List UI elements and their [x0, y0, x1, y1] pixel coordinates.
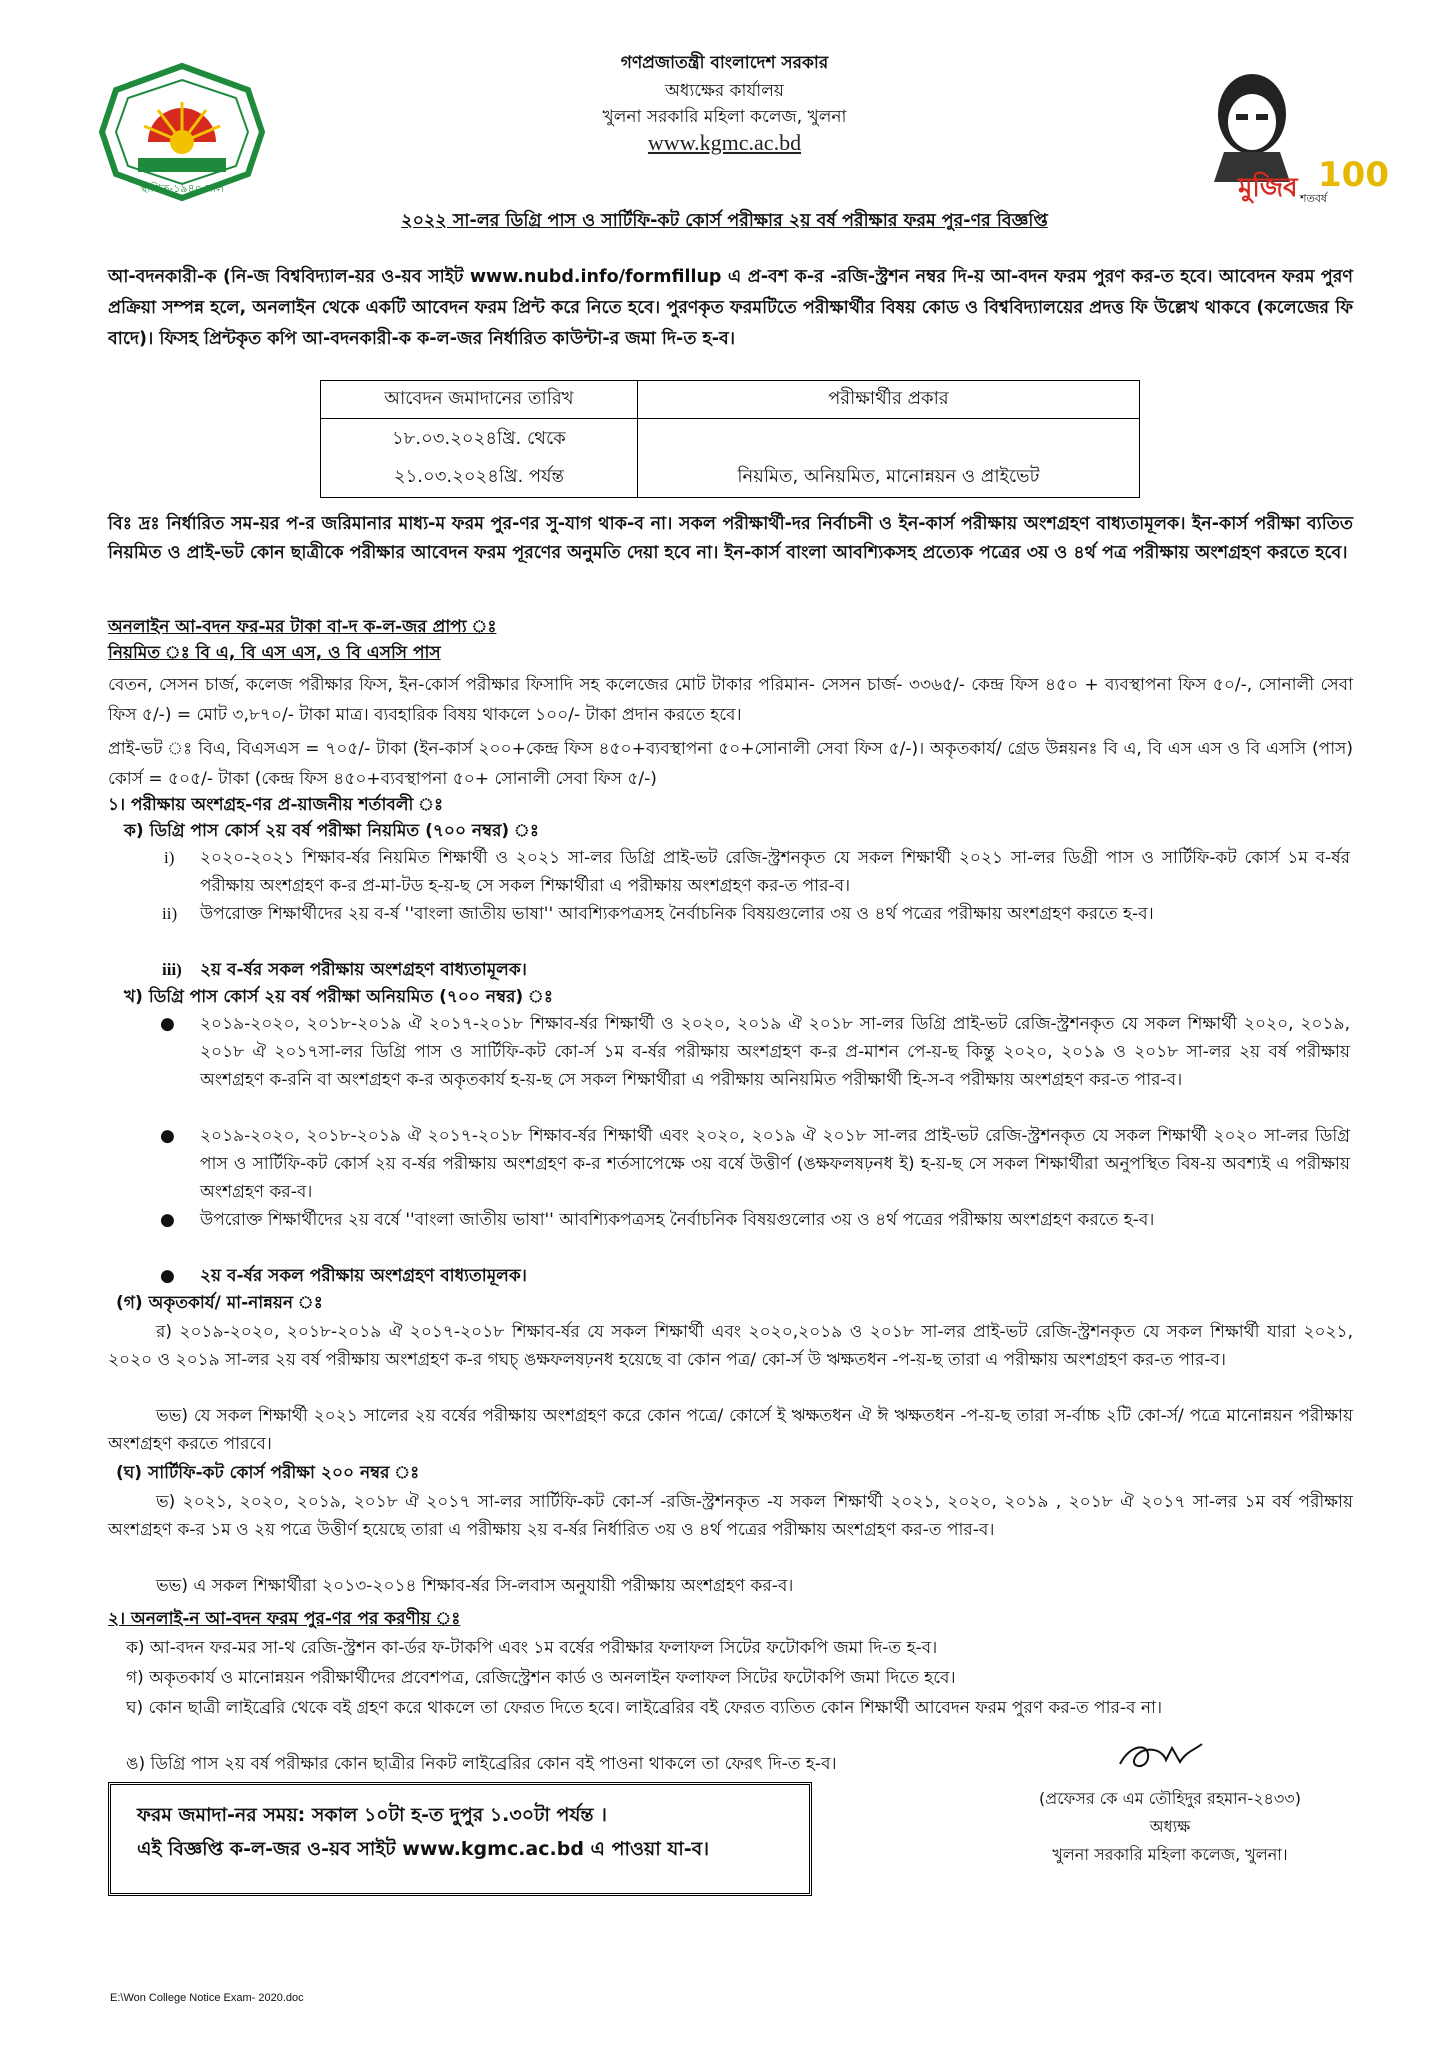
section1-ga-heading: (গ) অকৃতকার্য/ মা-নান্নয়ন ঃ — [116, 1293, 323, 1313]
svg-text:শতবর্ষ: শতবর্ষ — [1300, 192, 1327, 205]
list-number: i) — [164, 848, 175, 867]
intro-paragraph: আ-বদনকারী-ক (নি-জ বিশ্ববিদ্যাল-য়র ও-য়ব সাইট www.nubd.info/formfillup এ প্র-বশ ক-র -রজি-স্ট্রশন নম্বর দি-য় আ-বদন ফরম পুরণ কর-ত হবে। আবেদন ফরম পুরণ প্রক্রিয়া সম্পন্ন হলে, অনলাইন থেকে একটি আবেদন ফরম প্রিন্ট করে নিতে হবে। পুরণকৃত ফরমটিতে পরীক্ষার্থীর বিষয় কোড ও বিশ্ববিদ্যালয়ের প্রদত্ত ফি উল্লেখ থাকবে (কলেজের ফি বাদে)। ফিসহ প্রিন্টকৃত কপি আ-বদনকারী-ক ক-ল-জর নির্ধারিত কাউন্টা-র জমা দি-ত হ-ব। — [108, 267, 1353, 349]
private-fees: প্রাই-ভট ঃ বিএ, বিএসএস = ৭০৫/- টাকা (ইন-কার্স ২০০+কেন্দ্র ফিস ৪৫০+ব্যবস্থাপনা ৫০+সোনালী সেবা ফিস ৫/-)। অকৃতকার্য/ গ্রেড উন্নয়নঃ বি এ, বি এস এস ও বি এসসি (পাস) কোর্স = ৫০৫/- টাকা (কেন্দ্র ফিস ৪৫০+ব্যবস্থাপনা ৫০+ সোনালী সেবা ফিস ৫/-) — [108, 739, 1353, 789]
list-item: ঙ) ডিগ্রি পাস ২য় বর্ষ পরীক্ষার কোন ছাত্রীর নিকট লাইব্রেরির কোন বই পাওনা থাকলে তা ফেরৎ দি-ত হ-ব। — [126, 1754, 837, 1774]
list-item: ক) আ-বদন ফর-মর সা-থ রেজি-স্ট্রশন কা-র্ডর ফ-টাকপি এবং ১ম বর্ষের পরীক্ষার ফলাফল সিটের ফটোকপি জমা দি-ত হ-ব। — [126, 1638, 938, 1658]
govt-name: গণপ্রজাতন্ত্রী বাংলাদেশ সরকার — [620, 53, 829, 73]
section2-heading: ২। অনলাই-ন আ-বদন ফরম পুর-ণর পর করণীয় ঃ — [108, 1609, 461, 1629]
submission-time-box — [108, 1782, 812, 1896]
bullet-icon: ● — [160, 1210, 175, 1230]
date-table — [320, 380, 1140, 498]
table-header-type: পরীক্ষার্থীর প্রকার — [637, 381, 1139, 419]
fees-heading: অনলাইন আ-বদন ফর-মর টাকা বা-দ ক-ল-জর প্রাপ্য ঃ — [108, 617, 497, 637]
list-item: উপরোক্ত শিক্ষার্থীদের ২য় বর্ষে ''বাংলা জাতীয় ভাষা'' আবশ্যিকপত্রসহ নৈর্বাচনিক বিষয়গুলোর ৩য় ও ৪র্থ পত্রের পরীক্ষায় অংশগ্রহণ করতে হ-ব। — [200, 1210, 1155, 1230]
svg-text:মুজিব: মুজিব — [1238, 173, 1298, 203]
office-name: অধ্যক্ষের কার্যালয় — [665, 81, 784, 101]
list-item: র) ২০১৯-২০২০, ২০১৮-২০১৯ ঐ ২০১৭-২০১৮ শিক্ষাব-র্ষর যে সকল শিক্ষার্থী এবং ২০২০,২০১৯ ও ২০১৮ সা-লর প্রাই-ভট রেজি-স্ট্রশনকৃত যে সকল শিক্ষার্থী যারা ২০২১, ২০২০ ও ২০১৯ সা-লর ২য় বর্ষ পরীক্ষায় অংশগ্রহণ ক-র গঘচ্ ঙক্ষফলষঢ়নধ হয়েছে বা কোন পত্র/ কো-র্স উ ঋক্ষতধন -প-য়-ছ তারা এ পরীক্ষায় অংশগ্রহণ কর-ত পার-ব। — [108, 1322, 1353, 1370]
list-number: ii) — [162, 904, 178, 923]
bullet-icon: ● — [160, 1266, 175, 1286]
table-cell-types: নিয়মিত, অনিয়মিত, মানোন্নয়ন ও প্রাইভেট — [637, 419, 1139, 498]
list-item: ভ) ২০২১, ২০২০, ২০১৯, ২০১৮ ঐ ২০১৭ সা-লর সার্টিফি-কট কো-র্স -রজি-স্ট্রশনকৃত -য সকল শিক্ষার্থী ২০২১, ২০২০, ২০১৯ , ২০১৮ ঐ ২০১৭ সা-লর ১ম বর্ষ পরীক্ষায় অংশগ্রহণ ক-র ১ম ও ২য় পত্রে উত্তীর্ণ হয়েছে তারা এ পরীক্ষায় ২য় ব-র্ষর নির্ধারিত ৩য় ও ৪র্থ পত্রের পরীক্ষায় অংশগ্রহণ কর-ত পার-ব। — [108, 1492, 1353, 1540]
box-line-1: ফরম জমাদা-নর সময়: সকাল ১০টা হ-ত দুপুর ১.৩০টা পর্যন্ত । — [137, 1804, 607, 1826]
signatory-designation: অধ্যক্ষ — [1149, 1817, 1191, 1836]
section1-heading: ১। পরীক্ষায় অংশগ্রহ-ণর প্র-য়াজনীয় শর্তাবলী ঃ — [108, 795, 444, 815]
svg-text:স্থাপিত-১৯৪০ সাল: স্থাপিত-১৯৪০ সাল — [139, 182, 225, 195]
signatory-college: খুলনা সরকারি মহিলা কলেজ, খুলনা। — [1052, 1845, 1288, 1864]
bullet-icon: ● — [160, 1126, 175, 1146]
section1-ka-heading: ক) ডিগ্রি পাস কোর্স ২য় বর্ষ পরীক্ষা নিয়মিত (৭০০ নম্বর) ঃ — [124, 821, 539, 841]
list-item: ঘ) কোন ছাত্রী লাইব্রেরি থেকে বই গ্রহণ করে থাকলে তা ফেরত দিতে হবে। লাইব্রেরির বই ফেরত ব্যতিত কোন শিক্ষার্থী আবেদন ফরম পুরণ কর-ত পার-ব না। — [126, 1698, 1163, 1718]
list-item: ভভ) যে সকল শিক্ষার্থী ২০২১ সালের ২য় বর্ষের পরীক্ষায় অংশগ্রহণ করে কোন পত্রে/ কোর্সে ই ঋক্ষতধন ঐ ঈ ঋক্ষতধন -প-য়-ছ তারা স-র্বাচ্চ ২টি কো-র্স/ পত্রে মানোন্নয়ন পরীক্ষায় অংশগ্রহণ করতে পারবে। — [108, 1406, 1353, 1454]
website-link[interactable]: www.kgmc.ac.bd — [647, 130, 802, 155]
list-item: উপরোক্ত শিক্ষার্থীদের ২য় ব-র্ষ ''বাংলা জাতীয় ভাষা'' আবশ্যিকপত্রসহ নৈর্বাচনিক বিষয়গুলোর ৩য় ও ৪র্থ পত্রের পরীক্ষায় অংশগ্রহণ করতে হ-ব। — [200, 904, 1154, 924]
signature-image — [1110, 1734, 1210, 1778]
list-item: ২০২০-২০২১ শিক্ষাব-র্ষর নিয়মিত শিক্ষার্থী ও ২০২১ সা-লর ডিগ্রি প্রাই-ভট রেজি-স্ট্রশনকৃত যে সকল শিক্ষার্থী ২০২১ সা-লর ডিগ্রী পাস ও সার্টিফি-কট কোর্স ১ম ব-র্ষর পরীক্ষায় অংশগ্রহণ ক-র প্র-মা-টড হ-য়-ছ সে সকল শিক্ষার্থীরা এ পরীক্ষায় অংশগ্রহণ কর-ত পার-ব। — [200, 848, 1350, 896]
section1-gha-heading: (ঘ) সার্টিফি-কট কোর্স পরীক্ষা ২০০ নম্বর ঃ — [116, 1463, 420, 1483]
file-path: E:\Won College Notice Exam- 2020.doc — [110, 1992, 304, 2004]
bullet-icon: ● — [160, 1014, 175, 1034]
list-item: ২০১৯-২০২০, ২০১৮-২০১৯ ঐ ২০১৭-২০১৮ শিক্ষাব-র্ষর শিক্ষার্থী ও ২০২০, ২০১৯ ঐ ২০১৮ সা-লর ডিগ্রি প্রাই-ভট রেজি-স্ট্রশনকৃত যে সকল শিক্ষার্থী ২০২০, ২০১৯, ২০১৮ ঐ ২০১৭সা-লর ডিগ্রি পাস ও সার্টিফি-কট কো-র্স ১ম ব-র্ষর পরীক্ষায় অংশগ্রহণ ক-র প্র-মাশন পে-য়-ছ কিন্তু ২০২০, ২০১৯ ও ২০১৮ সা-লর ২য় বর্ষ পরীক্ষায় অংশগ্রহণ ক-রনি বা অংশগ্রহণ ক-র অকৃতকার্য হ-য়-ছ সে সকল শিক্ষার্থীরা এ পরীক্ষায় অনিয়মিত পরীক্ষার্থী হি-স-ব পরীক্ষায় অংশগ্রহণ কর-ত পার-ব। — [200, 1014, 1350, 1090]
regular-heading: নিয়মিত ঃ বি এ, বি এস এস, ও বি এসসি পাস — [108, 643, 441, 663]
list-number: iii) — [162, 960, 182, 979]
list-item: ২০১৯-২০২০, ২০১৮-২০১৯ ঐ ২০১৭-২০১৮ শিক্ষাব-র্ষর শিক্ষার্থী এবং ২০২০, ২০১৯ ঐ ২০১৮ সা-লর প্রাই-ভট রেজি-স্ট্রশনকৃত যে সকল শিক্ষার্থী ২০২০ সা-লর ডিগ্রি পাস ও সার্টিফি-কট কোর্স ২য় ব-র্ষর পরীক্ষায় অংশগ্রহণ ক-র শর্তসাপেক্ষে ৩য় বর্ষে উত্তীর্ণ (ঙক্ষফলষঢ়নধ ই) হ-য়-ছ সে সকল শিক্ষার্থীরা অনুপস্থিত বিষ-য় অবশ্যই এ পরীক্ষায় অংশগ্রহণ কর-ব। — [200, 1126, 1350, 1202]
college-logo — [98, 62, 266, 202]
regular-fees: বেতন, সেসন চার্জ, কলেজ পরীক্ষার ফিস, ইন-কোর্স পরীক্ষার ফিসাদি সহ কলেজের মোট টাকার পরিমান- সেসন চার্জ- ৩৩৬৫/- কেন্দ্র ফিস ৪৫০ + ব্যবস্থাপনা ফিস ৫০/-, সোনালী সেবা ফিস ৫/-) = মোট ৩,৮৭০/- টাকা মাত্র। ব্যবহারিক বিষয় থাকলে ১০০/- টাকা প্রদান করতে হবে। — [108, 675, 1353, 725]
list-item: গ) অকৃতকার্য ও মানোন্নয়ন পরীক্ষার্থীদের প্রবেশপত্র, রেজিস্ট্রেশন কার্ড ও অনলাইন ফলাফল সিটের ফটোকপি জমা দিতে হবে। — [126, 1668, 956, 1688]
table-header-date: আবেদন জমাদানের তারিখ — [321, 381, 638, 419]
svg-text:100: 100 — [1318, 155, 1389, 195]
section1-kha-heading: খ) ডিগ্রি পাস কোর্স ২য় বর্ষ পরীক্ষা অনিয়মিত (৭০০ নম্বর) ঃ — [124, 987, 553, 1007]
signatory-name: (প্রফেসর কে এম তৌহিদুর রহমান-২৪৩৩) — [1039, 1789, 1301, 1808]
list-item: ২য় ব-র্ষর সকল পরীক্ষায় অংশগ্রহণ বাধ্যতামূলক। — [200, 1266, 527, 1286]
mujib-logo — [1180, 62, 1389, 212]
college-name: খুলনা সরকারি মহিলা কলেজ, খুলনা — [602, 107, 847, 127]
notice-title: ২০২২ সা-লর ডিগ্রি পাস ও সার্টিফি-কট কোর্স পরীক্ষার ২য় বর্ষ পরীক্ষার ফরম পুর-ণর বিজ্ঞপ্তি — [401, 211, 1048, 231]
note-paragraph: বিঃ দ্রঃ নির্ধারিত সম-য়র প-র জরিমানার মাধ্য-ম ফরম পুর-ণর সু-যাগ থাক-ব না। সকল পরীক্ষার্থী-দর নির্বাচনী ও ইন-কার্স পরীক্ষায় অংশগ্রহণ বাধ্যতামূলক। ইন-কার্স পরীক্ষা ব্যতিত নিয়মিত ও প্রাই-ভট কোন ছাত্রীকে পরীক্ষার আবেদন ফরম পূরণের অনুমতি দেয়া হবে না। ইন-কার্স বাংলা আবশ্যিকসহ প্রত্যেক পত্রের ৩য় ও ৪র্থ পত্র পরীক্ষায় অংশগ্রহণ করতে হবে। — [108, 514, 1353, 563]
list-item: ভভ) এ সকল শিক্ষার্থীরা ২০১৩-২০১৪ শিক্ষাব-র্ষর সি-লবাস অনুযায়ী পরীক্ষায় অংশগ্রহণ কর-ব। — [156, 1576, 794, 1596]
table-cell-dates: ১৮.০৩.২০২৪খ্রি. থেকে ২১.০৩.২০২৪খ্রি. পর্যন্ত — [321, 419, 638, 498]
box-line-2: এই বিজ্ঞপ্তি ক-ল-জর ও-য়ব সাইট www.kgmc.ac.bd এ পাওয়া যা-ব। — [137, 1838, 710, 1860]
list-item: ২য় ব-র্ষর সকল পরীক্ষায় অংশগ্রহণ বাধ্যতামূলক। — [200, 960, 527, 980]
